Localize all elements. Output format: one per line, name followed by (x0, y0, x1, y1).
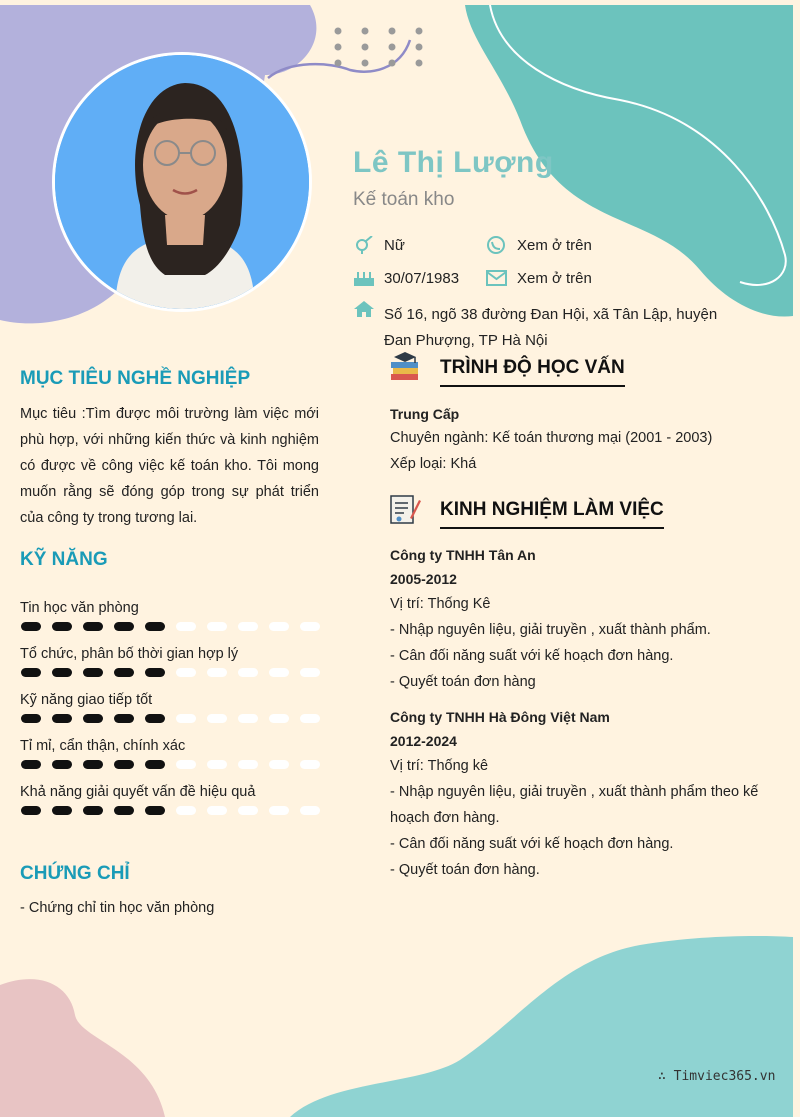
rating-dot-empty (238, 760, 258, 769)
rating-dot-filled (21, 714, 41, 723)
rating-dot-empty (269, 760, 289, 769)
rating-dot-filled (145, 714, 165, 723)
footer-brand: ∴ Timviec365.vn (658, 1069, 776, 1084)
objective-text: Mục tiêu :Tìm được môi trường làm việc mới phù hợp, với những kiến thức và kinh nghiệm có được về công việc kế toán kho. Tôi mong muốn rằng sẽ đóng góp trong sự phát triển của công ty trong tương lai. (20, 406, 319, 526)
job-duty: - Quyết toán đơn hàng. (390, 862, 540, 878)
job-duty: - Nhập nguyên liệu, giải truyền , xuất thành phẩm. (390, 622, 711, 638)
rating-dot-filled (52, 760, 72, 769)
rating-dot-empty (207, 668, 227, 677)
education-heading: TRÌNH ĐỘ HỌC VẤN (440, 357, 625, 387)
rating-dot-empty (300, 668, 320, 677)
education-books-icon (388, 350, 422, 384)
rating-dot-filled (145, 806, 165, 815)
rating-dot-filled (21, 760, 41, 769)
candidate-name: Lê Thị Lượng (353, 146, 554, 179)
rating-dot-filled (114, 760, 134, 769)
rating-dot-empty (176, 622, 196, 631)
skill-name: Kỹ năng giao tiếp tốt (20, 692, 153, 708)
skill-rating (20, 621, 320, 633)
rating-dot-filled (83, 668, 103, 677)
rating-dot-filled (114, 714, 134, 723)
rating-dot-filled (21, 806, 41, 815)
objective-heading: MỤC TIÊU NGHỀ NGHIỆP (20, 368, 251, 389)
rating-dot-empty (238, 668, 258, 677)
rating-dot-empty (207, 714, 227, 723)
rating-dot-empty (207, 760, 227, 769)
experience-heading: KINH NGHIỆM LÀM VIỆC (440, 499, 664, 529)
skill-rating (20, 759, 320, 771)
job-position: Vị trí: Thống kê (390, 758, 489, 774)
rating-dot-filled (83, 714, 103, 723)
rating-dot-empty (269, 806, 289, 815)
rating-dot-empty (300, 806, 320, 815)
skill-name: Khả năng giải quyết vấn đề hiệu quả (20, 784, 256, 800)
rating-dot-empty (207, 622, 227, 631)
rating-dot-filled (83, 806, 103, 815)
rating-dot-filled (145, 760, 165, 769)
job-company: Công ty TNHH Hà Đông Việt Nam (390, 709, 610, 725)
rating-dot-filled (114, 622, 134, 631)
job-position: Vị trí: Thống Kê (390, 596, 491, 612)
rating-dot-empty (176, 668, 196, 677)
profile-photo (52, 52, 312, 312)
education-major: Chuyên ngành: Kế toán thương mại (2001 - 2003) (390, 430, 713, 446)
rating-dot-filled (52, 668, 72, 677)
gender-value: Nữ (384, 237, 405, 254)
rating-dot-empty (269, 668, 289, 677)
rating-dot-filled (145, 622, 165, 631)
education-school: Trung Cấp (390, 406, 460, 422)
education-grade: Xếp loại: Khá (390, 456, 477, 472)
home-icon (353, 300, 375, 318)
rating-dot-empty (269, 714, 289, 723)
rating-dot-empty (238, 806, 258, 815)
experience-document-icon (388, 492, 422, 526)
rating-dot-filled (83, 622, 103, 631)
gender-icon (353, 236, 375, 254)
rating-dot-filled (52, 622, 72, 631)
phone-icon (486, 236, 508, 254)
job-period: 2012-2024 (390, 733, 457, 749)
envelope-icon (486, 269, 508, 287)
rating-dot-filled (52, 714, 72, 723)
rating-dot-empty (176, 760, 196, 769)
birthdate-value: 30/07/1983 (384, 270, 460, 287)
skill-rating (20, 667, 320, 679)
pink-blob (0, 979, 165, 1117)
rating-dot-empty (300, 714, 320, 723)
job-company: Công ty TNHH Tân An (390, 547, 536, 563)
rating-dot-empty (238, 622, 258, 631)
rating-dot-empty (176, 714, 196, 723)
job-title: Kế toán kho (353, 189, 455, 210)
rating-dot-filled (114, 806, 134, 815)
certificate-item: - Chứng chỉ tin học văn phòng (20, 900, 215, 916)
skills-heading: KỸ NĂNG (20, 549, 108, 570)
skill-name: Tổ chức, phân bố thời gian hợp lý (20, 646, 239, 662)
job-duty: - Nhập nguyên liệu, giải truyền , xuất thành phẩm theo kế hoạch đơn hàng. (390, 784, 759, 826)
rating-dot-filled (21, 668, 41, 677)
address-value: Số 16, ngõ 38 đường Đan Hội, xã Tân Lập, huyện Đan Phượng, TP Hà Nội (384, 306, 718, 349)
rating-dot-empty (238, 714, 258, 723)
birthday-cake-icon (353, 269, 375, 287)
job-duty: - Cân đối năng suất với kế hoạch đơn hàng. (390, 648, 674, 664)
rating-dot-empty (300, 760, 320, 769)
skill-name: Tỉ mỉ, cẩn thận, chính xác (20, 738, 186, 754)
certificates-heading: CHỨNG CHỈ (20, 863, 130, 884)
rating-dot-empty (269, 622, 289, 631)
rating-dot-empty (176, 806, 196, 815)
skill-rating (20, 805, 320, 817)
rating-dot-filled (52, 806, 72, 815)
email-value: Xem ở trên (517, 270, 592, 287)
dot-grid (335, 28, 423, 67)
job-duty: - Cân đối năng suất với kế hoạch đơn hàng. (390, 836, 674, 852)
skill-rating (20, 713, 320, 725)
skill-name: Tin học văn phòng (20, 600, 139, 616)
rating-dot-filled (83, 760, 103, 769)
rating-dot-empty (207, 806, 227, 815)
job-duty: - Quyết toán đơn hàng (390, 674, 536, 690)
rating-dot-empty (300, 622, 320, 631)
rating-dot-filled (21, 622, 41, 631)
teal-blob-bottom (290, 936, 793, 1117)
phone-value: Xem ở trên (517, 237, 592, 254)
job-period: 2005-2012 (390, 571, 457, 587)
rating-dot-filled (114, 668, 134, 677)
rating-dot-filled (145, 668, 165, 677)
